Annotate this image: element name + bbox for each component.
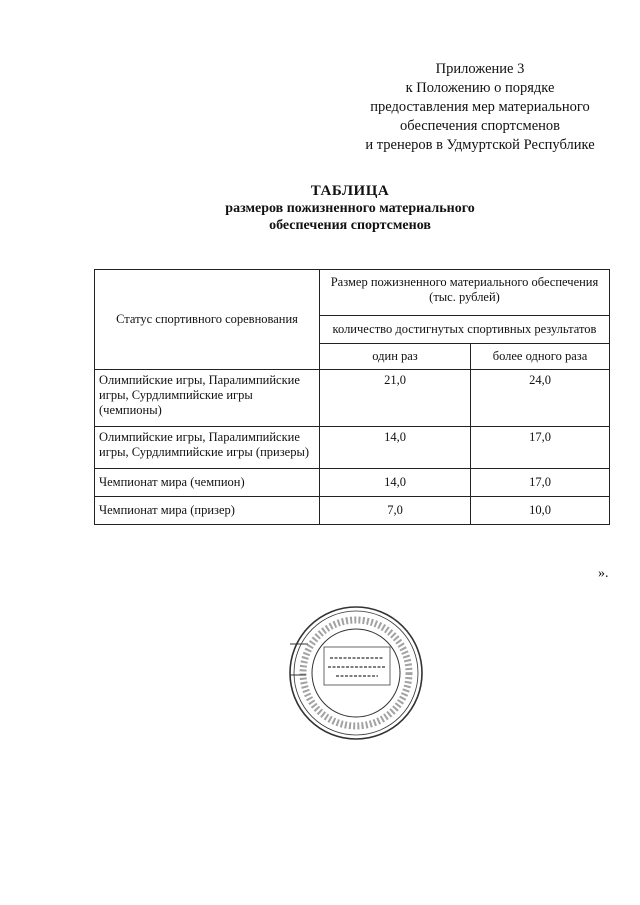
title-line: обеспечения спортсменов	[269, 218, 431, 233]
table-header-row	[95, 270, 610, 316]
value-once: 14,0	[320, 469, 471, 497]
appendix-header	[350, 60, 610, 155]
benefits-table	[94, 269, 610, 525]
count-header: количество достигнутых спортивных результатов	[320, 316, 610, 344]
closing-quote: ».	[598, 566, 609, 581]
title-line: ТАБЛИЦА	[310, 183, 390, 199]
value-more: 17,0	[471, 427, 610, 469]
title-line: размеров пожизненного материального	[225, 201, 475, 216]
appendix-line: Приложение 3	[435, 61, 525, 77]
status-cell: Чемпионат мира (призер)	[95, 497, 320, 525]
appendix-line: к Положению о порядке	[405, 80, 555, 96]
table-row	[95, 427, 610, 469]
status-cell: Чемпионат мира (чемпион)	[95, 469, 320, 497]
appendix-line: обеспечения спортсменов	[400, 118, 560, 134]
table-row	[95, 469, 610, 497]
value-more: 10,0	[471, 497, 610, 525]
col-more-header: более одного раза	[471, 344, 610, 370]
appendix-line: и тренеров в Удмуртской Республике	[365, 137, 595, 153]
amount-header: Размер пожизненного материального обеспечения (тыс. рублей)	[320, 270, 610, 316]
col-once-header: один раз	[320, 344, 471, 370]
status-header: Статус спортивного соревнования	[95, 270, 320, 370]
table-row	[95, 497, 610, 525]
value-once: 21,0	[320, 370, 471, 427]
table-row	[95, 370, 610, 427]
status-cell: Олимпийские игры, Паралимпийские игры, Сурдлимпийские игры (чемпионы)	[95, 370, 320, 427]
value-once: 7,0	[320, 497, 471, 525]
value-once: 14,0	[320, 427, 471, 469]
value-more: 24,0	[471, 370, 610, 427]
document-title	[150, 183, 550, 234]
official-seal-stamp	[286, 603, 426, 743]
appendix-line: предоставления мер материального	[370, 99, 590, 115]
status-cell: Олимпийские игры, Паралимпийские игры, Сурдлимпийские игры (призеры)	[95, 427, 320, 469]
value-more: 17,0	[471, 469, 610, 497]
